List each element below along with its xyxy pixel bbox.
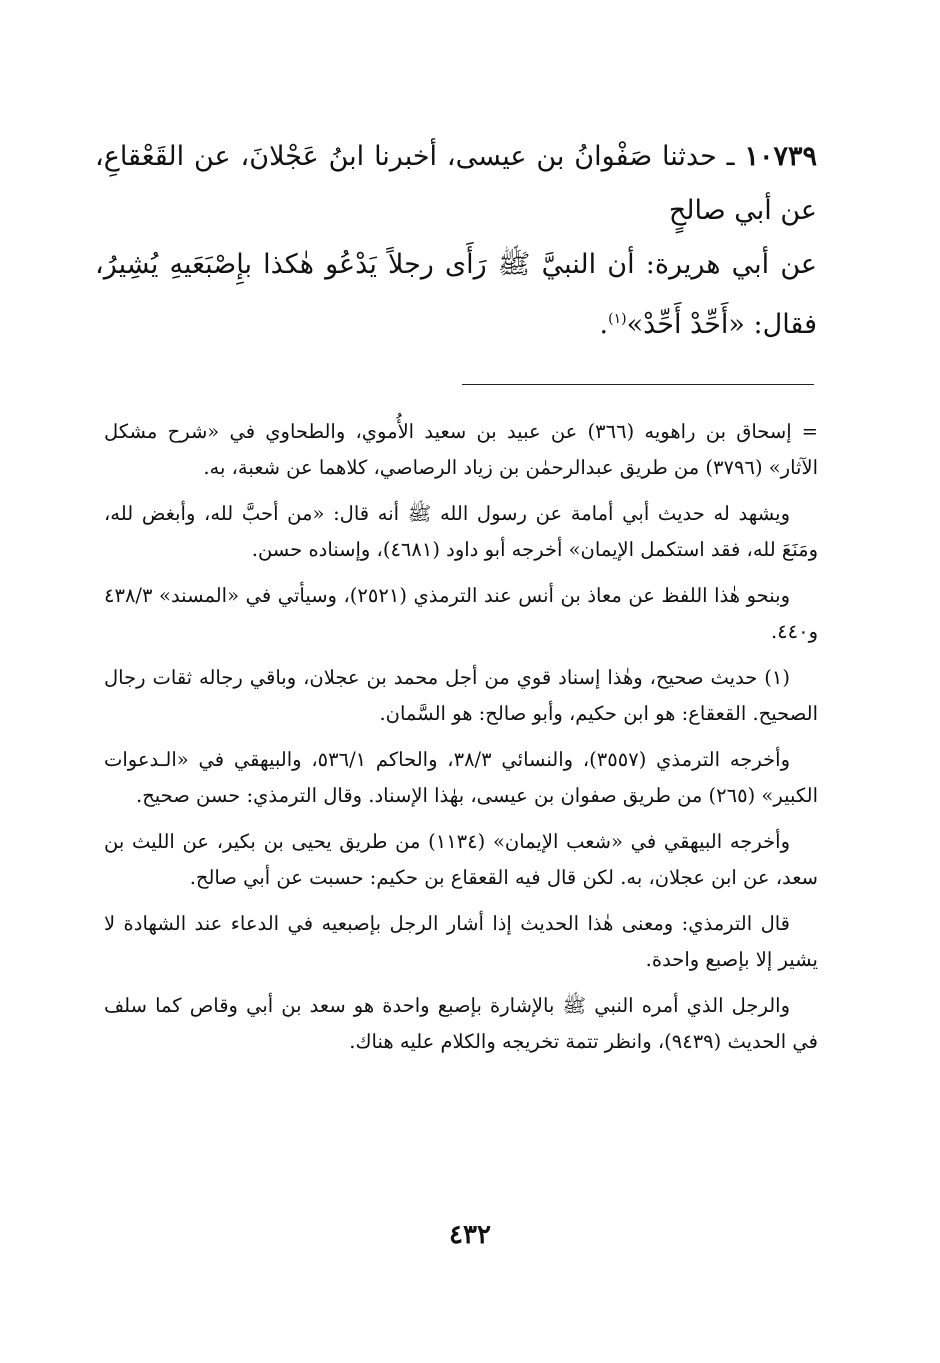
footnote-paragraph: وبنحو هٰذا اللفظ عن معاذ بن أنس عند الترمذي (٢٥٢١)، وسيأتي في «المسند» ٤٣٨/٣ و٤٤٠. — [104, 584, 818, 643]
page-number: ٤٣٢ — [449, 1220, 491, 1250]
continuation-mark: = — [801, 420, 818, 443]
hadith-end-mark: . — [599, 309, 609, 340]
footnote-divider — [462, 384, 814, 385]
footnote-paragraph: قال الترمذي: ومعنى هٰذا الحديث إذا أشار الرجل بإصبعيه في الدعاء عند الشهادة لا يشير إلا بإصبع واحدة. — [104, 912, 818, 971]
hadith-text — [95, 130, 817, 352]
footnote-text: إسحاق بن راهويه (٣٦٦) عن عبيد بن سعيد الأُموي، والطحاوي في «شرح مشكل الآثار» (٣٧٩٦) من طريق عبدالرحمٰن بن زياد الرصاصي، كلاهما عن شعبة، به. — [104, 420, 818, 479]
hadith-matn-paragraph — [95, 238, 817, 352]
footnotes-section — [104, 414, 818, 1070]
footnote-paragraph: ويشهد له حديث أبي أمامة عن رسول الله ﷺ أنه قال: «من أحبَّ لله، وأبغض لله، ومَنَعَ لله، فقد استكمل الإيمان» أخرجه أبو داود (٤٦٨١)، وإسناده حسن. — [104, 502, 818, 561]
footnote-paragraph — [104, 414, 818, 486]
hadith-isnad: ـ حدثنا صَفْوانُ بن عيسى، أخبرنا ابنُ عَجْلانَ، عن القَعْقاعِ، عن أبي صالحٍ — [95, 141, 817, 226]
footnote-paragraph: (١) حديث صحيح، وهٰذا إسناد قوي من أجل محمد بن عجلان، وباقي رجاله ثقات رجال الصحيح. القعقاع: هو ابن حكيم، وأبو صالح: هو السَّمان. — [104, 666, 818, 725]
footnote-marker: (١) — [608, 311, 627, 327]
hadith-matn: عن أبي هريرة: أن النبيَّ ﷺ رَأَى رجلاً يَدْعُو هٰكذا بإِصْبَعَيهِ يُشِيرُ، فقال: «أَحِّدْ أَحِّدْ» — [95, 249, 817, 340]
footnote-paragraph: وأخرجه البيهقي في «شعب الإيمان» (١١٣٤) من طريق يحيى بن بكير، عن الليث بن سعد، عن ابن عجلان، به. لكن قال فيه القعقاع بن حكيم: حسبت عن أبي صالح. — [104, 830, 818, 889]
hadith-isnad-paragraph — [95, 130, 817, 238]
footnote-paragraph: والرجل الذي أمره النبي ﷺ بالإشارة بإصبع واحدة هو سعد بن أبي وقاص كما سلف في الحديث (٩٤٣٩)، وانظر تتمة تخريجه والكلام عليه هناك. — [104, 994, 818, 1053]
footnote-paragraph: وأخرجه الترمذي (٣٥٥٧)، والنسائي ٣٨/٣، والحاكم ٥٣٦/١، والبيهقي في «الـدعوات الكبير» (٢٦٥) من طريق صفوان بن عيسى، بهٰذا الإسناد. وقال الترمذي: حسن صحيح. — [104, 748, 818, 807]
hadith-number: ١٠٧٣٩ — [744, 141, 817, 172]
